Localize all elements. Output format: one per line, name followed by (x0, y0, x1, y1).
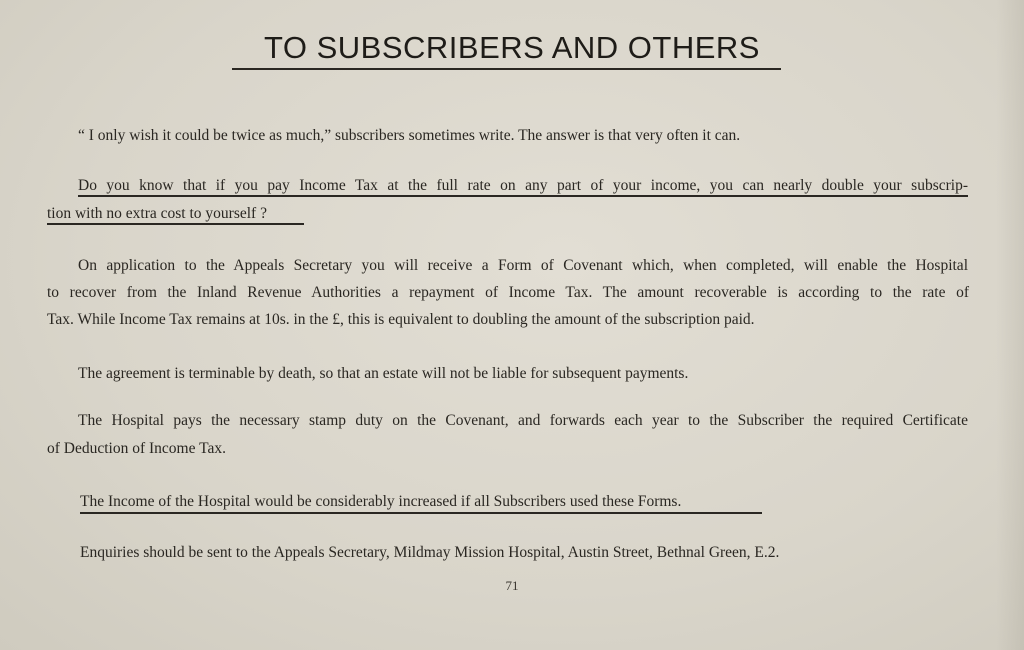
paragraph-enquiries: Enquiries should be sent to the Appeals Secretary, Mildmay Mission Hospital, Austin Street, Bethnal Green, E.2. (80, 544, 780, 561)
paragraph-covenant-line-1: On application to the Appeals Secretary you will receive a Form of Covenant which, when completed, will enable the Hospital (78, 257, 968, 274)
paragraph-agreement: The agreement is terminable by death, so that an estate will not be liable for subsequent payments. (78, 365, 689, 382)
question-underline-1 (78, 195, 968, 197)
page-title: TO SUBSCRIBERS AND OTHERS (264, 30, 760, 65)
paragraph-covenant-line-3: Tax. While Income Tax remains at 10s. in the £, this is equivalent to doubling the amount of the subscription paid. (47, 311, 755, 328)
paragraph-question-line-2: tion with no extra cost to yourself ? (47, 205, 267, 222)
paragraph-covenant-line-2: to recover from the Inland Revenue Authorities a repayment of Income Tax. The amount recoverable is according to the rate of (47, 284, 969, 301)
question-underline-2 (47, 223, 304, 225)
paragraph-stamp-duty-line-2: of Deduction of Income Tax. (47, 440, 226, 457)
income-note-underline (80, 512, 762, 514)
paragraph-income-note: The Income of the Hospital would be considerably increased if all Subscribers used these Forms. (80, 493, 682, 510)
paragraph-question-line-1: Do you know that if you pay Income Tax at the full rate on any part of your income, you can nearly double your subscrip- (78, 177, 968, 194)
page-number: 71 (505, 578, 519, 593)
paragraph-quote: “ I only wish it could be twice as much,” subscribers sometimes write. The answer is that very often it can. (78, 127, 741, 144)
paragraph-stamp-duty-line-1: The Hospital pays the necessary stamp duty on the Covenant, and forwards each year to the Subscriber the required Certificate (78, 412, 968, 429)
page-edge-shadow (996, 0, 1024, 650)
title-underline (232, 68, 781, 70)
